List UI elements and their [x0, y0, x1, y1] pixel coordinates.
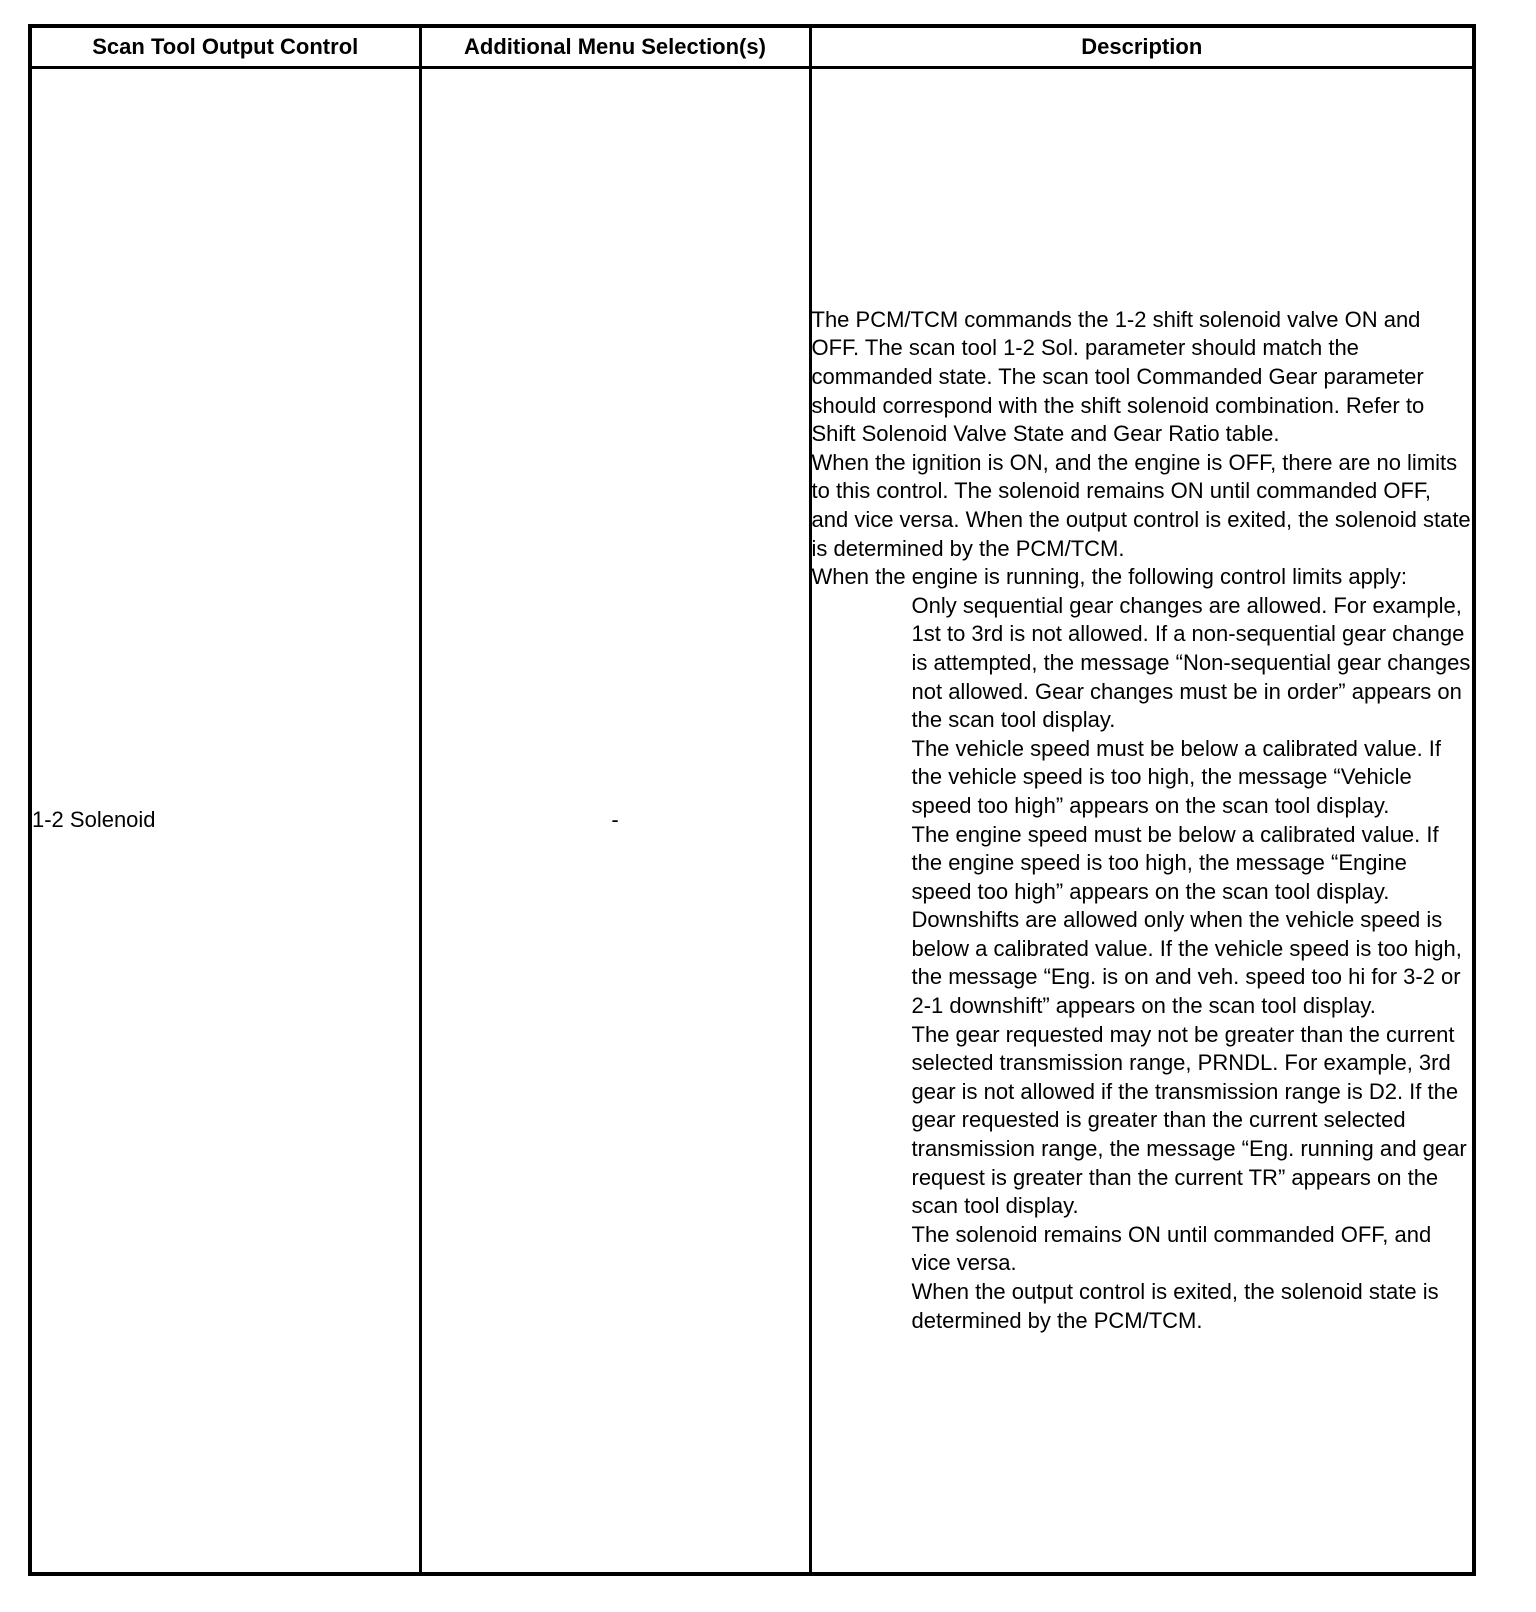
control-limit-item: When the output control is exited, the solenoid state is determined by the PCM/TCM. — [911, 1279, 1439, 1333]
output-control-name: 1-2 Solenoid — [30, 68, 420, 1575]
description-paragraph: The PCM/TCM commands the 1-2 shift solenoid valve ON and OFF. The scan tool 1-2 Sol. parameter should match the commanded state. The scan tool Commanded Gear parameter should correspond with the shift solenoid combination. Refer to Shift Solenoid Valve State and Gear Ratio table. — [811, 306, 1425, 447]
output-control-table — [28, 24, 1476, 1576]
control-limit-item: The solenoid remains ON until commanded OFF, and vice versa. — [911, 1221, 1432, 1276]
control-limit-item: The vehicle speed must be below a calibrated value. If the vehicle speed is too high, the message “Vehicle speed too high” appears on the scan tool display. — [911, 735, 1442, 818]
description-cell — [810, 68, 1474, 1575]
table-row — [30, 68, 1474, 1575]
header-description: Description — [810, 26, 1474, 68]
description-paragraph: When the engine is running, the following control limits apply: — [811, 564, 1408, 590]
control-limit-item: Downshifts are allowed only when the vehicle speed is below a calibrated value. If the vehicle speed is too high, the message “Eng. is on and veh. speed too hi for 3-2 or 2-1 downshift” appears on the scan tool display. — [911, 907, 1462, 1019]
control-limit-item: The engine speed must be below a calibrated value. If the engine speed is too high, the message “Engine speed too high” appears on the scan tool display. — [911, 821, 1439, 904]
control-limit-item: The gear requested may not be greater than the current selected transmission range, PRNDL. For example, 3rd gear is not allowed if the transmission range is D2. If the gear requested is greater than the current selected transmission range, the message “Eng. running and gear request is greater than the current TR” appears on the scan tool display. — [911, 1021, 1467, 1219]
header-scan-tool-output-control: Scan Tool Output Control — [30, 26, 420, 68]
description-paragraph: When the ignition is ON, and the engine is OFF, there are no limits to this control. The solenoid remains ON until commanded OFF, and vice versa. When the output control is exited, the solenoid state is determined by the PCM/TCM. — [811, 449, 1471, 561]
menu-selection-value: - — [420, 68, 810, 1575]
header-additional-menu-selections: Additional Menu Selection(s) — [420, 26, 810, 68]
control-limit-item: Only sequential gear changes are allowed. For example, 1st to 3rd is not allowed. If a non-sequential gear change is attempted, the message “Non-sequential gear changes not allowed. Gear changes must be in order” appears on the scan tool display. — [911, 592, 1471, 733]
table-header-row — [30, 26, 1474, 68]
